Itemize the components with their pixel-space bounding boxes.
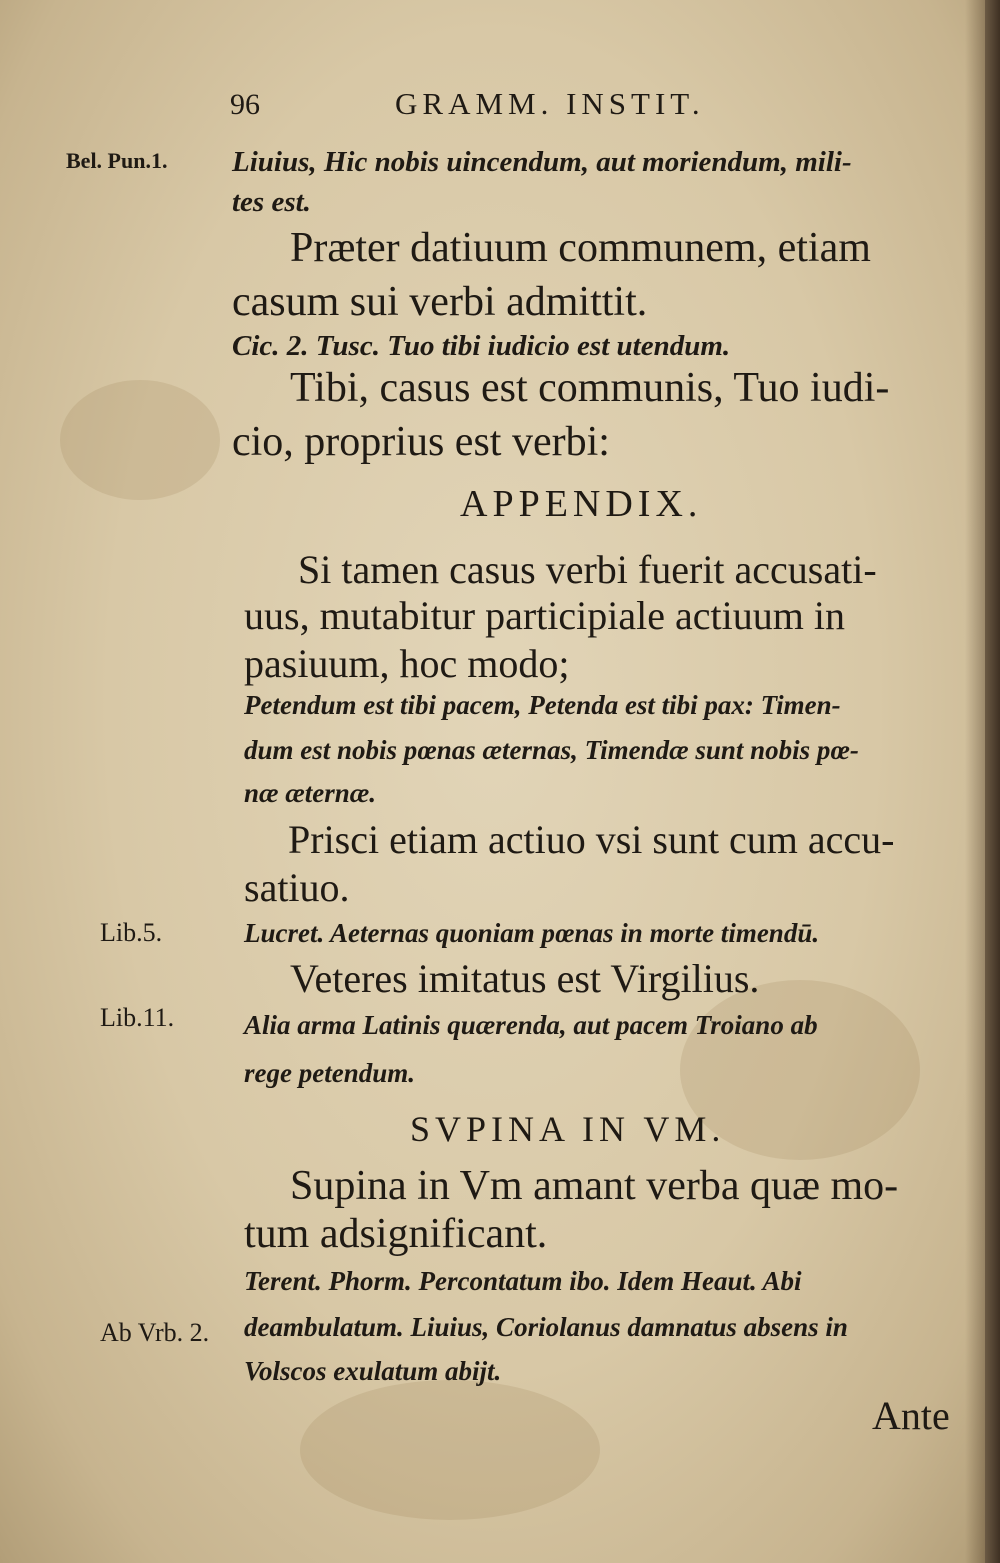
margin-note-ab-vrb: Ab Vrb. 2. (100, 1318, 210, 1347)
text-line: Præter datiuum communem, etiam (290, 225, 871, 271)
text-line: Prisci etiam actiuo vsi sunt cum accu- (288, 817, 895, 862)
text-line: Supina in Vm amant verba quæ mo- (290, 1163, 899, 1209)
text-line: næ æternæ. (244, 778, 377, 808)
margin-note-lib-11: Lib.11. (100, 1003, 175, 1032)
text-line: Volscos exulatum abijt. (244, 1356, 502, 1386)
running-title: GRAMM. INSTIT. (395, 86, 705, 121)
section-heading-supina: SVPINA IN VM. (410, 1109, 726, 1149)
text-line: rege petendum. (244, 1058, 415, 1088)
text-line: cio, proprius est verbi: (232, 419, 610, 465)
page-number: 96 (230, 88, 260, 121)
text-line: Liuius, Hic nobis uincendum, aut moriendum, mili- (232, 146, 852, 178)
text-line: Petendum est tibi pacem, Petenda est tibi pax: Timen- (244, 690, 841, 720)
text-line: pasiuum, hoc modo; (244, 641, 570, 686)
text-line: satiuo. (244, 865, 350, 910)
text-line: Si tamen casus verbi fuerit accusati- (298, 547, 877, 592)
text-line: Veteres imitatus est Virgilius. (290, 956, 760, 1001)
text-line: dum est nobis pœnas æternas, Timendæ sunt nobis pœ- (244, 735, 859, 765)
text-line: tes est. (232, 186, 311, 218)
book-binding (985, 0, 1000, 1563)
text-line: Tibi, casus est communis, Tuo iudi- (290, 365, 890, 411)
text-line: casum sui verbi admittit. (232, 279, 648, 325)
text-line: Cic. 2. Tusc. Tuo tibi iudicio est utendum. (232, 330, 731, 362)
margin-note-lib-5: Lib.5. (100, 918, 163, 947)
section-heading-appendix: APPENDIX. (460, 483, 703, 525)
catchword: Ante (872, 1393, 950, 1438)
text-line: Alia arma Latinis quærenda, aut pacem Troiano ab (244, 1010, 818, 1040)
text-line: deambulatum. Liuius, Coriolanus damnatus absens in (244, 1312, 848, 1342)
text-line: Terent. Phorm. Percontatum ibo. Idem Heaut. Abi (244, 1266, 802, 1296)
margin-note-bel-pun: Bel. Pun.1. (66, 148, 168, 173)
text-line: uus, mutabitur participiale actiuum in (244, 593, 845, 638)
text-line: Lucret. Aeternas quoniam pœnas in morte timendū. (244, 918, 820, 948)
text-line: tum adsignificant. (244, 1211, 548, 1257)
